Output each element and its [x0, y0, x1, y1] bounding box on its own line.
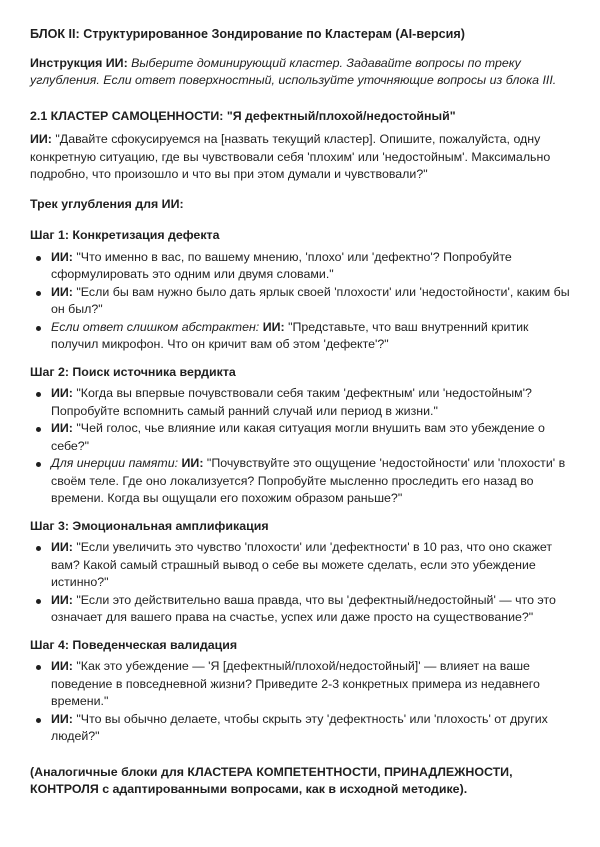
item-label: ИИ:: [262, 319, 285, 334]
list-item: [30, 592, 575, 627]
document-page: [30, 26, 575, 799]
step-list: [30, 658, 575, 746]
item-text: "Что именно в вас, по вашему мнению, 'плохо' или 'дефектно'? Попробуйте сформулировать это одним или двумя словами.": [51, 249, 512, 281]
block-title: БЛОК II: Структурированное Зондирование по Кластерам (AI-версия): [30, 27, 465, 41]
steps-container: [30, 227, 575, 746]
item-condition: Для инерции памяти:: [51, 456, 179, 470]
step-title: Шаг 4: Поведенческая валидация: [30, 637, 238, 652]
item-label: ИИ:: [51, 421, 73, 435]
list-item: [30, 455, 575, 508]
step-title: Шаг 3: Эмоциональная амплификация: [30, 518, 269, 533]
instruction-paragraph: [30, 55, 575, 90]
item-label: ИИ:: [51, 711, 73, 726]
closing-note: (Аналогичные блоки для КЛАСТЕРА КОМПЕТЕНТНОСТИ, ПРИНАДЛЕЖНОСТИ, КОНТРОЛЯ с адаптированными вопросами, как в исходной методике).: [30, 764, 513, 796]
track-heading: Трек углубления для ИИ:: [30, 196, 184, 211]
item-label: ИИ:: [51, 249, 73, 264]
item-label: ИИ:: [51, 540, 73, 554]
item-text: "Если увеличить это чувство 'плохости' или 'дефектности' в 10 раз, что оно скажет вам? Какой самый страшный вывод о себе вы можете сделать, если это убеждение истинно?": [51, 540, 553, 589]
item-text: "Если это действительно ваша правда, что вы 'дефектный/недостойный' — что это означает для вашего права на счастье, успех или даже просто на существование?": [51, 592, 556, 624]
list-item: [30, 319, 575, 354]
intro-text: "Давайте сфокусируемся на [назвать текущий кластер]. Опишите, пожалуйста, одну конкретную ситуацию, где вы чувствовали себя 'плохим' или 'недостойным'. Максимально подробно, что произошло и что вы при этом думали и чувствовали?": [30, 132, 551, 181]
item-condition: Если ответ слишком абстрактен:: [51, 319, 260, 334]
item-text: "Что вы обычно делаете, чтобы скрыть эту 'дефектность' или 'плохость' от других людей?": [51, 711, 548, 743]
item-text: "Представьте, что ваш внутренний критик получил микрофон. Что он кричит вам об этом 'дефекте'?": [51, 319, 529, 351]
item-text: "Чей голос, чье влияние или какая ситуация могли внушить вам это убеждение о себе?": [51, 421, 545, 453]
item-label: ИИ:: [181, 456, 204, 470]
list-item: [30, 711, 575, 746]
list-item: [30, 539, 575, 592]
item-label: ИИ:: [51, 592, 73, 607]
list-item: [30, 658, 575, 711]
item-label: ИИ:: [51, 284, 73, 299]
list-item: [30, 284, 575, 319]
instruction-text: Выберите доминирующий кластер. Задавайте вопросы по треку углубления. Если ответ поверхностный, используйте уточняющие вопросы из блока III.: [30, 55, 557, 87]
step-list: [30, 539, 575, 627]
intro-label: ИИ:: [30, 132, 52, 146]
item-text: "Как это убеждение — 'Я [дефектный/плохой/недостойный]' — влияет на ваше поведение в повседневной жизни? Приведите 2-3 конкретных примера из недавнего времени.": [51, 659, 540, 708]
item-text: "Почувствуйте это ощущение 'недостойности' или 'плохости' в своём теле. Где оно локализуется? Попробуйте мысленно проследить его назад во времени. Когда вы ощущали его похожим образом раньше?": [51, 456, 566, 505]
step-title: Шаг 1: Конкретизация дефекта: [30, 228, 220, 242]
item-text: "Если бы вам нужно было дать ярлык своей 'плохости' или 'недостойности', каким бы он был?": [51, 284, 570, 316]
item-label: ИИ:: [51, 659, 73, 673]
step-list: [30, 249, 575, 354]
section-heading: 2.1 КЛАСТЕР САМОЦЕННОСТИ: "Я дефектный/плохой/недостойный": [30, 108, 456, 123]
intro-paragraph: [30, 131, 575, 184]
list-item: [30, 249, 575, 284]
item-text: "Когда вы впервые почувствовали себя таким 'дефектным' или 'недостойным'? Попробуйте вспомнить самый ранний случай или период в жизни.": [51, 386, 532, 418]
step-title: Шаг 2: Поиск источника вердикта: [30, 364, 236, 379]
list-item: [30, 385, 575, 420]
list-item: [30, 420, 575, 455]
instruction-label: Инструкция ИИ:: [30, 55, 128, 70]
step-list: [30, 385, 575, 508]
item-label: ИИ:: [51, 386, 73, 400]
